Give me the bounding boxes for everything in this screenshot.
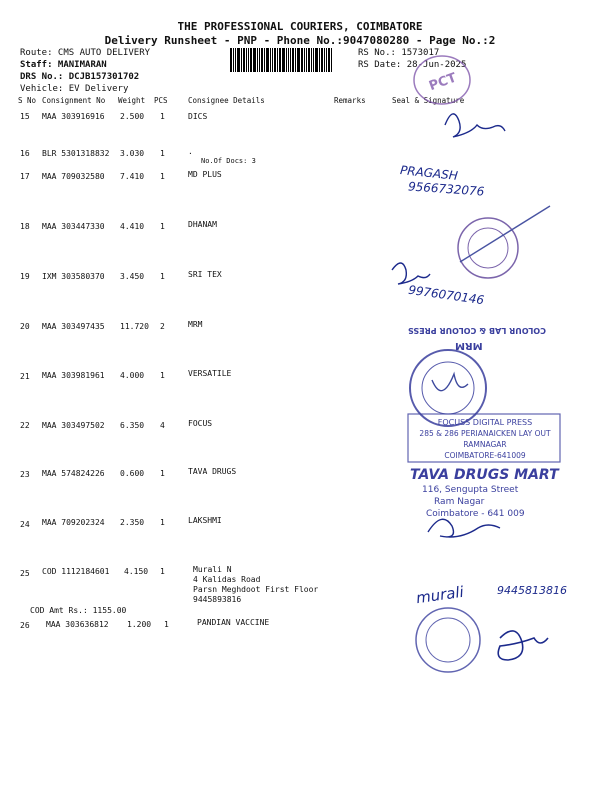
- rs-date: RS Date: 28-Jun-2025: [358, 60, 467, 70]
- signature-row-15: [445, 114, 505, 137]
- handwritten-name-17: PRAGASH: [399, 163, 459, 183]
- row-consignee: .: [188, 147, 193, 156]
- row-consignee: VERSATILE: [188, 369, 232, 378]
- row-consignment: MAA 303916916: [42, 112, 105, 121]
- row-sno: 19: [20, 272, 30, 281]
- row-consignment: COD 1112184601: [42, 567, 110, 576]
- tava-stamp-line2: 116, Sengupta Street: [422, 485, 519, 495]
- col-weight: Weight: [118, 96, 146, 105]
- row-consignee: MRM: [188, 320, 203, 329]
- signature-row-24: [428, 519, 500, 537]
- col-consignee: Consignee Details: [188, 96, 265, 105]
- row-weight: 2.350: [120, 518, 145, 527]
- row-weight: 2.500: [120, 112, 145, 121]
- row-pcs: 1: [160, 112, 165, 121]
- col-consignment: Consignment No: [42, 96, 106, 105]
- focus-stamp-line1: FOCUSS DIGITAL PRESS: [437, 418, 533, 427]
- focus-stamp-line4: COIMBATORE-641009: [444, 451, 526, 460]
- row-sno: 20: [20, 322, 30, 331]
- row-pcs: 1: [160, 222, 165, 231]
- row-consignment: MAA 303636812: [46, 620, 109, 629]
- row-consignment: MAA 709202324: [42, 518, 105, 527]
- signature-row-19: [392, 263, 430, 284]
- row-weight: 4.410: [120, 222, 145, 231]
- row-sno: 24: [20, 520, 30, 529]
- col-remarks: Remarks: [334, 96, 366, 105]
- row-sno: 16: [20, 149, 30, 158]
- row-consignment: IXM 303580370: [42, 272, 105, 281]
- drs-number: DRS No.: DCJB157301702: [20, 72, 140, 82]
- runsheet-subtitle: Delivery Runsheet - PNP - Phone No.:9047080280 - Page No.:2: [104, 34, 496, 47]
- pandian-stamp: [416, 608, 480, 672]
- col-seal: Seal & Signature: [392, 96, 465, 105]
- docs-note: No.Of Docs: 3: [201, 157, 256, 165]
- row-weight: 3.450: [120, 272, 145, 281]
- row-sno: 22: [20, 421, 30, 430]
- row-weight: 1.200: [127, 620, 152, 629]
- row-weight: 0.600: [120, 469, 145, 478]
- svg-text:PCT: PCT: [427, 70, 459, 95]
- row-consignment: MAA 303497435: [42, 322, 105, 331]
- row-consignee: DICS: [188, 112, 208, 121]
- row-sno: 21: [20, 372, 30, 381]
- row-sno: 18: [20, 222, 30, 231]
- focus-stamp-line2: 285 & 286 PERIANAICKEN LAY OUT: [419, 429, 551, 438]
- row-weight: 7.410: [120, 172, 145, 181]
- row-consignment: MAA 303981961: [42, 371, 105, 380]
- row-sno: 15: [20, 112, 30, 121]
- handwritten-phone-25: 9445813816: [497, 584, 567, 597]
- row-sno: 17: [20, 172, 30, 181]
- row-sno: 25: [20, 569, 30, 578]
- mrm-stamp-line2: COLOUR LAB & COLOUR PRESS: [408, 326, 547, 335]
- row-consignee: DHANAM: [188, 220, 217, 229]
- row-weight: 4.150: [124, 567, 149, 576]
- row-pcs: 1: [160, 518, 165, 527]
- route: Route: CMS AUTO DELIVERY: [20, 48, 151, 58]
- mrm-stamp: [410, 350, 486, 426]
- pct-stamp: [414, 56, 470, 104]
- row-pcs: 1: [164, 620, 169, 629]
- row-sno: 26: [20, 621, 30, 630]
- handwritten-name-25: murali: [414, 582, 465, 608]
- col-sno: S No: [18, 96, 37, 105]
- consignee-address-1: 4 Kalidas Road: [193, 575, 261, 584]
- row-pcs: 1: [160, 567, 165, 576]
- row-weight: 3.030: [120, 149, 145, 158]
- row-consignee: Murali N: [193, 565, 232, 574]
- signature-row-26: [498, 631, 548, 660]
- row-pcs: 1: [160, 172, 165, 181]
- row-consignee: MD PLUS: [188, 170, 222, 179]
- consignee-phone: 9445893816: [193, 595, 242, 604]
- tava-stamp-line1: TAVA DRUGS MART: [410, 467, 559, 483]
- row-consignment: MAA 574824226: [42, 469, 105, 478]
- row-weight: 4.000: [120, 371, 145, 380]
- staff: Staff: MANIMARAN: [20, 60, 107, 70]
- row-consignment: BLR 5301318832: [42, 149, 110, 158]
- col-pcs: PCS: [154, 96, 168, 105]
- row-pcs: 1: [160, 469, 165, 478]
- cod-amount: COD Amt Rs.: 1155.00: [30, 606, 127, 615]
- rs-number: RS No.: 1573017: [358, 48, 440, 58]
- row-pcs: 2: [160, 322, 165, 331]
- consignee-address-2: Parsn Meghdoot First Floor: [193, 585, 319, 594]
- row-consignee: FOCUS: [188, 419, 213, 428]
- row-consignment: MAA 709032580: [42, 172, 105, 181]
- tava-stamp-line4: Coimbatore - 641 009: [426, 509, 525, 519]
- row-weight: 6.350: [120, 421, 145, 430]
- row-weight: 11.720: [120, 322, 149, 331]
- row-consignment: MAA 303447330: [42, 222, 105, 231]
- tava-stamp-line3: Ram Nagar: [434, 497, 485, 507]
- row-pcs: 1: [160, 272, 165, 281]
- row-pcs: 1: [160, 371, 165, 380]
- row-consignee: SRI TEX: [188, 270, 222, 279]
- row-consignee: TAVA DRUGS: [188, 467, 237, 476]
- mrm-stamp-line1: MRM: [455, 340, 483, 351]
- handwritten-phone-17: 9566732076: [407, 179, 485, 199]
- row-consignment: MAA 303497502: [42, 421, 105, 430]
- row-consignee: LAKSHMI: [188, 516, 222, 525]
- vehicle: Vehicle: EV Delivery: [20, 84, 129, 94]
- row-pcs: 4: [160, 421, 165, 430]
- row-consignee: PANDIAN VACCINE: [197, 618, 270, 627]
- company-title: THE PROFESSIONAL COURIERS, COIMBATORE: [177, 20, 423, 33]
- handwritten-phone-19: 9976070146: [407, 282, 485, 308]
- row-sno: 23: [20, 470, 30, 479]
- row-pcs: 1: [160, 149, 165, 158]
- focus-stamp-line3: RAMNAGAR: [463, 440, 507, 449]
- dhanam-stamp: [458, 206, 550, 278]
